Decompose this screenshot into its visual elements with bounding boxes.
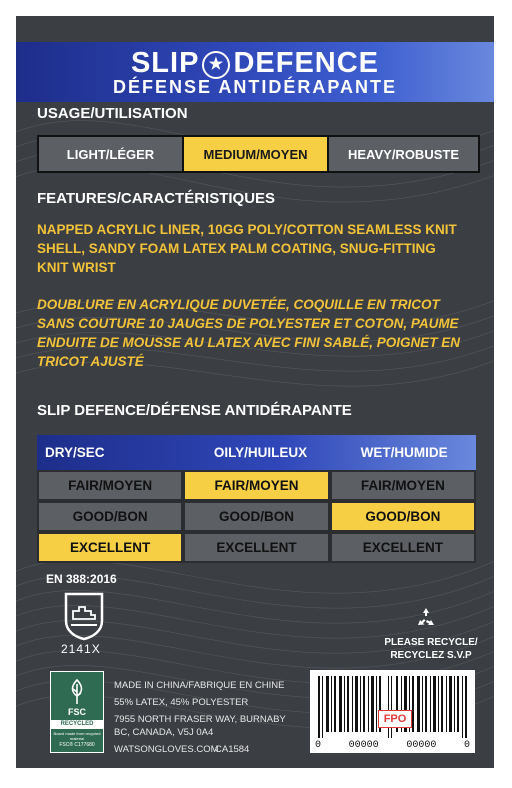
barcode-digit-group: 00000 [348,740,379,751]
usage-selector [37,135,480,173]
slip-table-header [37,435,476,470]
brand-title-left: SLIP [130,47,200,79]
fsc-name: FSC [68,707,86,717]
rating-cell-dry-good: GOOD/BON [37,501,183,532]
rating-cell-dry-excellent: EXCELLENT [37,532,183,563]
features-english: NAPPED ACRYLIC LINER, 10GG POLY/COTTON SEAMLESS KNIT SHELL, SANDY FOAM LATEX PALM COATING, SNUG-FITTING KNIT WRIST [37,222,457,275]
slip-rating-table [37,435,476,563]
fsc-logo [50,671,104,753]
en388-glove-shield-icon [63,591,105,641]
fsc-tree-icon [65,678,89,706]
model-number: CA1584 [215,744,250,755]
rating-cell-wet-excellent: EXCELLENT [330,532,476,563]
rating-cell-oily-fair: FAIR/MOYEN [183,470,329,501]
rating-cell-oily-excellent: EXCELLENT [183,532,329,563]
address-line-1: 7955 NORTH FRASER WAY, BURNABY [114,714,286,725]
rating-cell-wet-good: GOOD/BON [330,501,476,532]
rating-cell-wet-fair: FAIR/MOYEN [330,470,476,501]
brand-banner [16,42,494,102]
slip-heading: SLIP DEFENCE/DÉFENSE ANTIDÉRAPANTE [37,402,352,419]
column-dry: DRY/SEC [45,445,105,460]
standard-code: 2141X [61,642,101,656]
barcode-digits [310,740,475,751]
recycle-line-1: PLEASE RECYCLE/ [384,637,478,648]
star-icon: ★ [202,51,230,79]
recycle-line-2: RECYCLEZ S.V.P [390,650,472,661]
fsc-license: FSC® C177680 [59,742,95,748]
usage-option-medium: MEDIUM/MOYEN [184,137,329,171]
usage-option-heavy: HEAVY/ROBUSTE [348,146,459,162]
rating-cell-oily-good: GOOD/BON [183,501,329,532]
slip-row-fair [37,470,476,501]
barcode-digit-group: 0 [463,740,470,751]
column-oily: OILY/HUILEUX [213,445,308,460]
brand-title-right: DEFENCE [233,47,380,79]
made-in-text: MADE IN CHINA/FABRIQUE EN CHINE [114,680,285,691]
rating-cell-dry-fair: FAIR/MOYEN [37,470,183,501]
features-french: DOUBLURE EN ACRYLIQUE DUVETÉE, COQUILLE EN TRICOT SANS COUTURE 10 JAUGES DE POLYESTER ET COTON, PAUME ENDUITE DE MOUSSE AU LATEX AVEC FINI SABLÉ, POIGNET EN TRICOT AJUSTÉ [37,297,461,369]
address-line-2: BC, CANADA, V5J 0A4 [114,727,214,738]
website-text: WATSONGLOVES.COM [114,744,219,755]
fsc-board-text: Board made from recycled material [53,731,101,741]
brand-title [16,47,494,79]
features-heading: FEATURES/CARACTÉRISTIQUES [37,190,276,207]
recycle-icon [414,606,438,630]
barcode [310,670,475,753]
product-card [16,16,494,768]
fpo-label: FPO [378,710,412,728]
usage-option-light: LIGHT/LÉGER [39,137,184,171]
recycle-notice [376,636,486,662]
usage-heading: USAGE/UTILISATION [37,105,188,122]
brand-subtitle: DÉFENSE ANTIDÉRAPANTE [112,77,397,97]
slip-row-good [37,501,476,532]
barcode-bars [310,670,475,740]
fsc-recycled: RECYCLED [51,720,103,729]
barcode-digit-group: 00000 [406,740,437,751]
slip-row-excellent [37,532,476,563]
material-text: 55% LATEX, 45% POLYESTER [114,697,249,708]
standard-label: EN 388:2016 [46,572,117,586]
barcode-digit-group: 0 [315,740,322,751]
column-wet: WET/HUMIDE [360,445,448,460]
